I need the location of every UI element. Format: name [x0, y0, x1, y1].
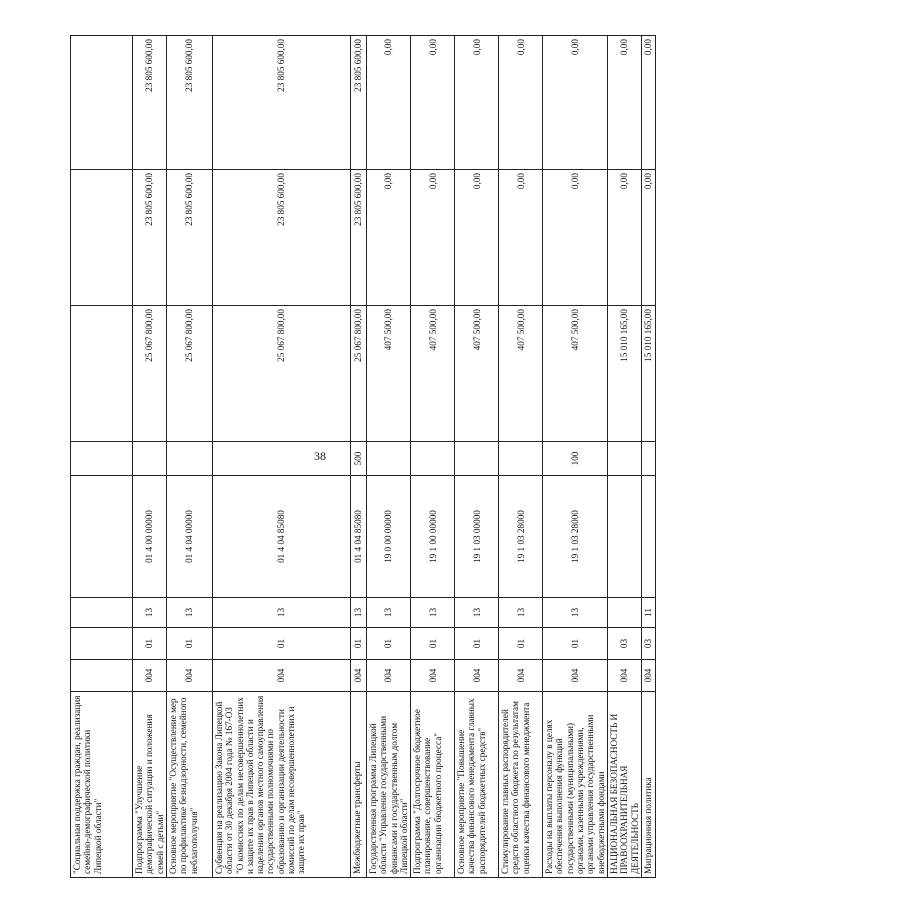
row-amount-2-cell: 0,00: [367, 170, 411, 306]
row-name-cell: НАЦИОНАЛЬНАЯ БЕЗОПАСНОСТЬ И ПРАВООХРАНИТЕЛЬНАЯ ДЕЯТЕЛЬНОСТЬ: [607, 692, 641, 878]
row-target-article-cell: 19 1 03 00000: [455, 476, 499, 598]
row-amount-3-cell: 0,00: [367, 36, 411, 170]
row-amount-3-cell: 23 805 600,00: [133, 36, 167, 170]
row-expense-type-cell: [71, 442, 133, 476]
row-amount-1-cell: 15 010 165,00: [641, 306, 655, 442]
row-amount-2-cell: 0,00: [411, 170, 455, 306]
row-section-cell: 03: [607, 628, 641, 660]
row-amount-3-cell: 23 805 600,00: [213, 36, 351, 170]
row-expense-type-cell: 500: [351, 442, 367, 476]
row-section-cell: 01: [133, 628, 167, 660]
row-target-article-cell: 01 4 04 00000: [167, 476, 213, 598]
row-amount-1-cell: 407 500,00: [499, 306, 543, 442]
row-grbs-cell: 004: [607, 660, 641, 692]
row-section-cell: 01: [499, 628, 543, 660]
row-grbs-cell: 004: [213, 660, 351, 692]
row-grbs-cell: 004: [455, 660, 499, 692]
row-section-cell: 01: [411, 628, 455, 660]
row-subsection-cell: [71, 598, 133, 628]
row-expense-type-cell: [499, 442, 543, 476]
row-subsection-cell: 13: [543, 598, 608, 628]
row-target-article-cell: 19 0 00 00000: [367, 476, 411, 598]
row-name-cell: Основное мероприятие "Повышение качества финансового менеджмента главных распорядителей бюджетных средств": [455, 692, 499, 878]
row-subsection-cell: 13: [367, 598, 411, 628]
row-amount-2-cell: 23 805 600,00: [167, 170, 213, 306]
row-name-cell: Подпрограмма "Долгосрочное бюджетное планирование, совершенствование организации бюджетного процесса": [411, 692, 455, 878]
row-target-article-cell: 19 1 03 28000: [543, 476, 608, 598]
row-target-article-cell: [641, 476, 655, 598]
row-amount-1-cell: 407 500,00: [543, 306, 608, 442]
row-amount-3-cell: [71, 36, 133, 170]
row-name-cell: Государственная программа Липецкой области "Управление государственными финансами и государственным долгом Липецкой области": [367, 692, 411, 878]
table-row: [167, 36, 213, 878]
row-section-cell: 01: [455, 628, 499, 660]
row-name-cell: Основное мероприятие "Осуществление мер по профилактике безнадзорности, семейного неблагополучия": [167, 692, 213, 878]
row-amount-1-cell: 25 067 800,00: [167, 306, 213, 442]
row-target-article-cell: 01 4 04 85080: [213, 476, 351, 598]
table-row: [133, 36, 167, 878]
row-subsection-cell: 13: [213, 598, 351, 628]
row-target-article-cell: 01 4 00 00000: [133, 476, 167, 598]
row-name-cell: Подпрограмма "Улучшение демографической ситуации и положения семей с детьми": [133, 692, 167, 878]
row-amount-2-cell: 0,00: [543, 170, 608, 306]
row-section-cell: [71, 628, 133, 660]
row-amount-3-cell: 0,00: [543, 36, 608, 170]
row-amount-1-cell: 15 010 165,00: [607, 306, 641, 442]
row-amount-2-cell: [71, 170, 133, 306]
row-section-cell: 01: [351, 628, 367, 660]
table-row: [71, 36, 133, 878]
row-section-cell: 03: [641, 628, 655, 660]
row-grbs-cell: 004: [499, 660, 543, 692]
row-amount-1-cell: 407 500,00: [367, 306, 411, 442]
row-amount-3-cell: 0,00: [499, 36, 543, 170]
row-subsection-cell: 13: [411, 598, 455, 628]
row-amount-1-cell: 25 067 800,00: [213, 306, 351, 442]
row-name-cell: Стимулирование главных распорядителей средств областного бюджета по результатам оценки качества финансового менеджмента: [499, 692, 543, 878]
row-expense-type-cell: [133, 442, 167, 476]
row-grbs-cell: 004: [641, 660, 655, 692]
row-amount-2-cell: 0,00: [607, 170, 641, 306]
row-name-cell: Субвенция на реализацию Закона Липецкой области от 30 декабря 2004 года № 167-ОЗ "О комиссиях по делам несовершеннолетних и защите их прав в Липецкой области и наделении органов местного самоуправления государственными полномочиями по образованию и организации деятельности комиссий по делам несовершеннолетних и защите их прав": [213, 692, 351, 878]
row-expense-type-cell: [455, 442, 499, 476]
row-target-article-cell: 01 4 04 85080: [351, 476, 367, 598]
row-amount-1-cell: 407 500,00: [411, 306, 455, 442]
row-amount-2-cell: 0,00: [499, 170, 543, 306]
row-subsection-cell: 13: [351, 598, 367, 628]
row-target-article-cell: [71, 476, 133, 598]
row-amount-1-cell: 25 067 800,00: [133, 306, 167, 442]
row-amount-3-cell: 0,00: [641, 36, 655, 170]
row-grbs-cell: 004: [167, 660, 213, 692]
row-grbs-cell: [71, 660, 133, 692]
row-expense-type-cell: [367, 442, 411, 476]
row-amount-2-cell: 23 805 600,00: [133, 170, 167, 306]
row-expense-type-cell: [167, 442, 213, 476]
row-target-article-cell: [607, 476, 641, 598]
row-expense-type-cell: [641, 442, 655, 476]
table-row: [455, 36, 499, 878]
table-row: [367, 36, 411, 878]
row-subsection-cell: 13: [499, 598, 543, 628]
row-expense-type-cell: 100: [543, 442, 608, 476]
row-amount-3-cell: 23 805 600,00: [167, 36, 213, 170]
row-subsection-cell: 11: [641, 598, 655, 628]
row-section-cell: 01: [167, 628, 213, 660]
table-row: [607, 36, 641, 878]
row-subsection-cell: 13: [167, 598, 213, 628]
row-amount-1-cell: 407 500,00: [455, 306, 499, 442]
row-amount-3-cell: 0,00: [411, 36, 455, 170]
row-subsection-cell: 13: [455, 598, 499, 628]
row-expense-type-cell: [607, 442, 641, 476]
row-amount-2-cell: 23 805 600,00: [351, 170, 367, 306]
row-target-article-cell: 19 1 00 00000: [411, 476, 455, 598]
table-row: [351, 36, 367, 878]
row-name-cell: Межбюджетные трансферты: [351, 692, 367, 878]
row-name-cell: Миграционная политика: [641, 692, 655, 878]
table-row: [543, 36, 608, 878]
row-grbs-cell: 004: [411, 660, 455, 692]
row-name-cell: "Социальная поддержка граждан, реализация семейно-демографической политики Липецкой области": [71, 692, 133, 878]
table-row: [213, 36, 351, 878]
table-row: [641, 36, 655, 878]
row-section-cell: 01: [543, 628, 608, 660]
row-section-cell: 01: [367, 628, 411, 660]
row-amount-3-cell: 0,00: [607, 36, 641, 170]
row-subsection-cell: 13: [133, 598, 167, 628]
row-grbs-cell: 004: [351, 660, 367, 692]
row-amount-2-cell: 0,00: [641, 170, 655, 306]
row-amount-2-cell: 23 805 600,00: [213, 170, 351, 306]
budget-table-region: [70, 36, 912, 874]
row-grbs-cell: 004: [133, 660, 167, 692]
row-expense-type-cell: [213, 442, 351, 476]
row-amount-3-cell: 23 805 600,00: [351, 36, 367, 170]
row-subsection-cell: [607, 598, 641, 628]
row-amount-1-cell: 25 067 800,00: [351, 306, 367, 442]
page-number: 38: [314, 449, 326, 463]
row-amount-1-cell: [71, 306, 133, 442]
row-amount-3-cell: 0,00: [455, 36, 499, 170]
row-grbs-cell: 004: [543, 660, 608, 692]
row-amount-2-cell: 0,00: [455, 170, 499, 306]
row-target-article-cell: 19 1 03 28000: [499, 476, 543, 598]
row-name-cell: Расходы на выплаты персоналу в целях обеспечения выполнения функций государственными (муниципальными) органами, казенными учреждениями, органами управления государственными внебюджетными фондами: [543, 692, 608, 878]
table-row: [499, 36, 543, 878]
table-row: [411, 36, 455, 878]
row-section-cell: 01: [213, 628, 351, 660]
row-grbs-cell: 004: [367, 660, 411, 692]
row-expense-type-cell: [411, 442, 455, 476]
budget-table: [70, 35, 656, 878]
